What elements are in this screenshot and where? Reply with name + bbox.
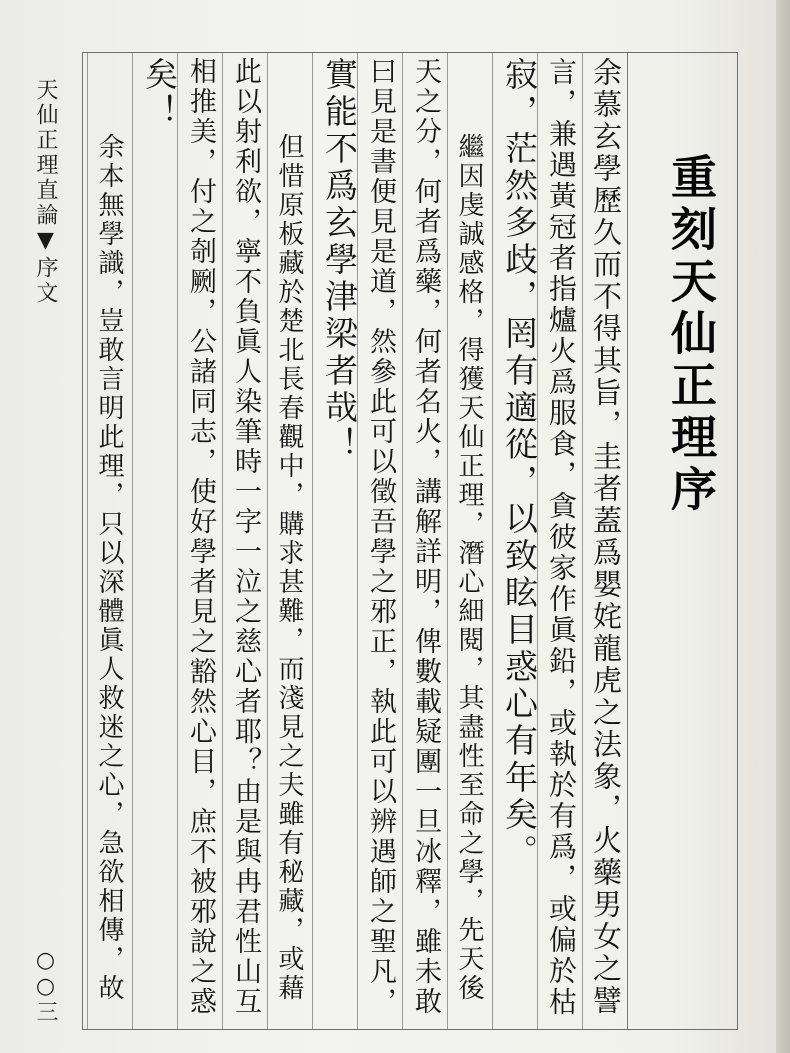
text-line: 此以射利欲，寧不負眞人染筆時一字一泣之慈心者耶？由是與冉君性山互 [230,57,261,1017]
text-line: 寂，茫然多歧，罔有適從，以致眩目惑心有年矣。 [500,57,539,871]
page-title: 重刻天仙正理序 [664,153,718,517]
text-line: 繼因虔誠感格，得獲天仙正理，潛心細閱，其盡性至命之學，先天後 [454,133,484,1003]
text-column [222,53,267,1029]
page-number: ○○三 [33,948,58,1023]
text-column [492,53,537,1029]
running-head: 天仙正理直論▼序文 [33,78,58,306]
text-line: 但惜原板藏於楚北長春觀中，購求甚難，而淺見之夫雖有秘藏，或藉 [274,133,304,1003]
text-column [312,53,357,1029]
text-column [87,53,132,1029]
text-line: 余本無學識，豈敢言明此理，只以深體眞人救迷之心，急欲相傳，故 [94,133,124,1003]
text-column [132,53,177,1029]
text-column [582,53,627,1029]
text-line: 實能不爲玄學津梁者哉！ [320,57,359,464]
text-line: 相推美，付之剞劂，公諸同志，使好學者見之豁然心目，庶不被邪說之惑 [185,57,216,1017]
page-edge [776,0,790,1053]
text-line: 余慕玄學歷久而不得其旨，圭者蓋爲嬰姹龍虎之法象，火藥男女之譬 [589,57,623,1017]
text-column [357,53,402,1029]
text-column [177,53,222,1029]
text-line: 言，兼遇黃冠者指爐火爲服食，貪彼家作眞鉛，或執於有爲，或偏於枯 [545,57,578,1018]
text-frame [82,52,738,1030]
text-line: 天之分，何者爲藥，何者名火，講解詳明，俾數載疑團一旦冰釋，雖未敢 [410,57,441,1017]
title-column [627,53,739,1029]
text-column [267,53,312,1029]
text-column [402,53,447,1029]
text-column [537,53,582,1029]
text-line: 矣！ [140,57,179,131]
text-line: 曰見是書便見是道，然參此可以徵吾學之邪正，執此可以辨遇師之聖凡， [365,57,396,1017]
text-column [447,53,492,1029]
